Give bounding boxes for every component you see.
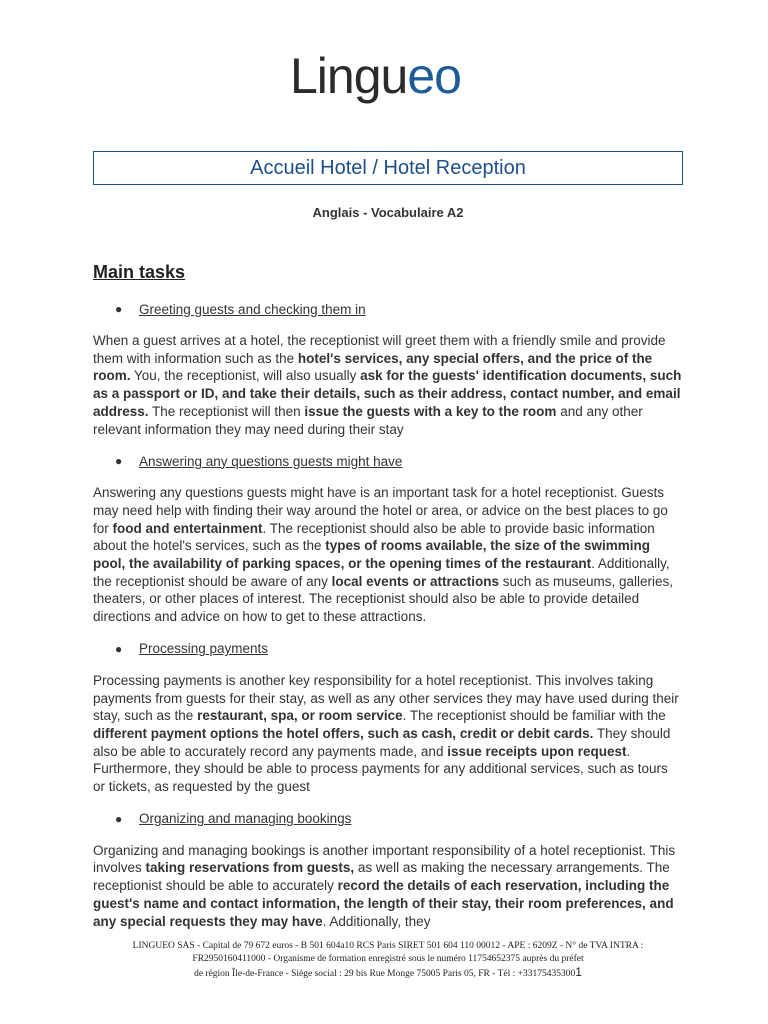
logo-text-accent: eo — [407, 48, 461, 104]
footer-line-3-text: de région Île-de-France - Siège social : 29 bis Rue Monge 75005 Paris 05, FR - Tél : +33175435300 — [194, 969, 576, 979]
bold-text: types of rooms available, the size of the swimming pool, the availability of parking spaces, or the opening times of the restaurant — [93, 538, 651, 572]
body-text: They should also be able to accurately record any payments made, and — [93, 725, 671, 759]
bold-text: issue receipts upon request — [447, 743, 627, 759]
body-text: Answering any questions guests might have is an important task for a hotel receptionist. Guests may need help with finding their way around the hotel or area, or advice on the best places to go for — [93, 485, 668, 536]
bullet-label: Organizing and managing bookings — [139, 811, 352, 827]
bold-text: record the details of each reservation, including the guest's name and contact information, the length of their stay, their room preferences, and any special requests they may have — [93, 878, 674, 929]
section-paragraph — [93, 484, 683, 626]
body-text: . Additionally, they — [322, 913, 431, 929]
footer-line-1: LINGUEO SAS - Capital de 79 672 euros - B 501 604a10 RCS Paris SIRET 501 604 110 00012 - APE : 6209Z - N° de TVA INTRA : — [132, 941, 644, 951]
section-paragraph — [93, 332, 683, 438]
bold-text: different payment options the hotel offers, such as cash, credit or debit cards. — [93, 725, 594, 741]
bullet-dot-icon: ● — [115, 641, 123, 656]
body-text: . Additionally, the receptionist should be aware of any — [93, 556, 670, 589]
bold-text: taking reservations from guests, — [145, 860, 355, 876]
section-paragraph — [93, 672, 683, 796]
bold-text: restaurant, spa, or room service — [197, 708, 403, 724]
body-text: The receptionist will then — [148, 403, 305, 419]
bold-text: hotel's services, any special offers, and the price of the room. — [93, 350, 653, 384]
lingueo-logo — [288, 40, 488, 112]
bullet-item — [115, 452, 683, 470]
section-heading: Main tasks — [93, 262, 186, 282]
bullet-label: Processing payments — [139, 641, 269, 657]
section-paragraph — [93, 842, 683, 931]
logo-text-main: Lingu — [290, 48, 408, 104]
body-text: You, the receptionist, will also usually — [130, 368, 361, 384]
body-text: When a guest arrives at a hotel, the receptionist will greet them with a friendly smile and provide them with information such as the — [93, 333, 666, 366]
bullet-item — [115, 300, 683, 318]
bullet-label: Answering any questions guests might have — [139, 453, 403, 469]
body-text: such as museums, galleries, theaters, or other places of interest. The receptionist should also be able to provide detailed directions and advice on how to get to these attractions. — [93, 573, 674, 625]
bullet-item — [115, 640, 683, 658]
main-content — [93, 300, 683, 944]
subtitle: Anglais - Vocabulaire A2 — [312, 205, 464, 220]
bullet-dot-icon: ● — [115, 454, 123, 469]
footer-line-2: FR2950160411000 - Organisme de formation enregistré sous le numéro 11754652375 auprès du préfet — [192, 954, 584, 964]
body-text: . The receptionist should be familiar with the — [402, 708, 666, 724]
body-text: Processing payments is another key responsibility for a hotel receptionist. This involves taking payments from guests for their stay, as well as any other services they may have used during their stay, such as the — [93, 672, 679, 724]
body-text: . The receptionist should also be able to provide basic information about the hotel's services, such as the — [93, 520, 655, 554]
task-section — [93, 810, 683, 931]
body-text: Organizing and managing bookings is another important responsibility of a hotel receptionist. This involves — [93, 842, 676, 876]
bold-text: local events or attractions — [331, 573, 499, 589]
footer — [93, 940, 683, 981]
footer-line-3 — [93, 966, 683, 981]
task-section — [93, 640, 683, 796]
task-section — [93, 452, 683, 626]
page-title: Accueil Hotel / Hotel Reception — [250, 156, 526, 179]
title-box — [93, 151, 683, 185]
body-text: . Furthermore, they should be able to process payments for any additional services, such as tours or tickets, as requested by the guest — [93, 743, 668, 795]
body-text: and any other relevant information they may need during their stay — [93, 403, 643, 437]
bold-text: issue the guests with a key to the room — [304, 403, 557, 419]
logo-text — [290, 40, 461, 112]
bold-text: food and entertainment — [112, 520, 263, 536]
bullet-dot-icon: ● — [115, 302, 123, 316]
page-number: 1 — [575, 965, 582, 979]
bold-text: ask for the guests' identification documents, such as a passport or ID, and take their details, such as their address, contact number, and email address. — [93, 368, 682, 419]
bullet-dot-icon: ● — [115, 811, 123, 826]
bullet-label: Greeting guests and checking them in — [139, 301, 366, 317]
bullet-item — [115, 810, 683, 828]
task-section — [93, 300, 683, 438]
body-text: as well as making the necessary arrangements. The receptionist should be able to accurately — [93, 860, 670, 894]
